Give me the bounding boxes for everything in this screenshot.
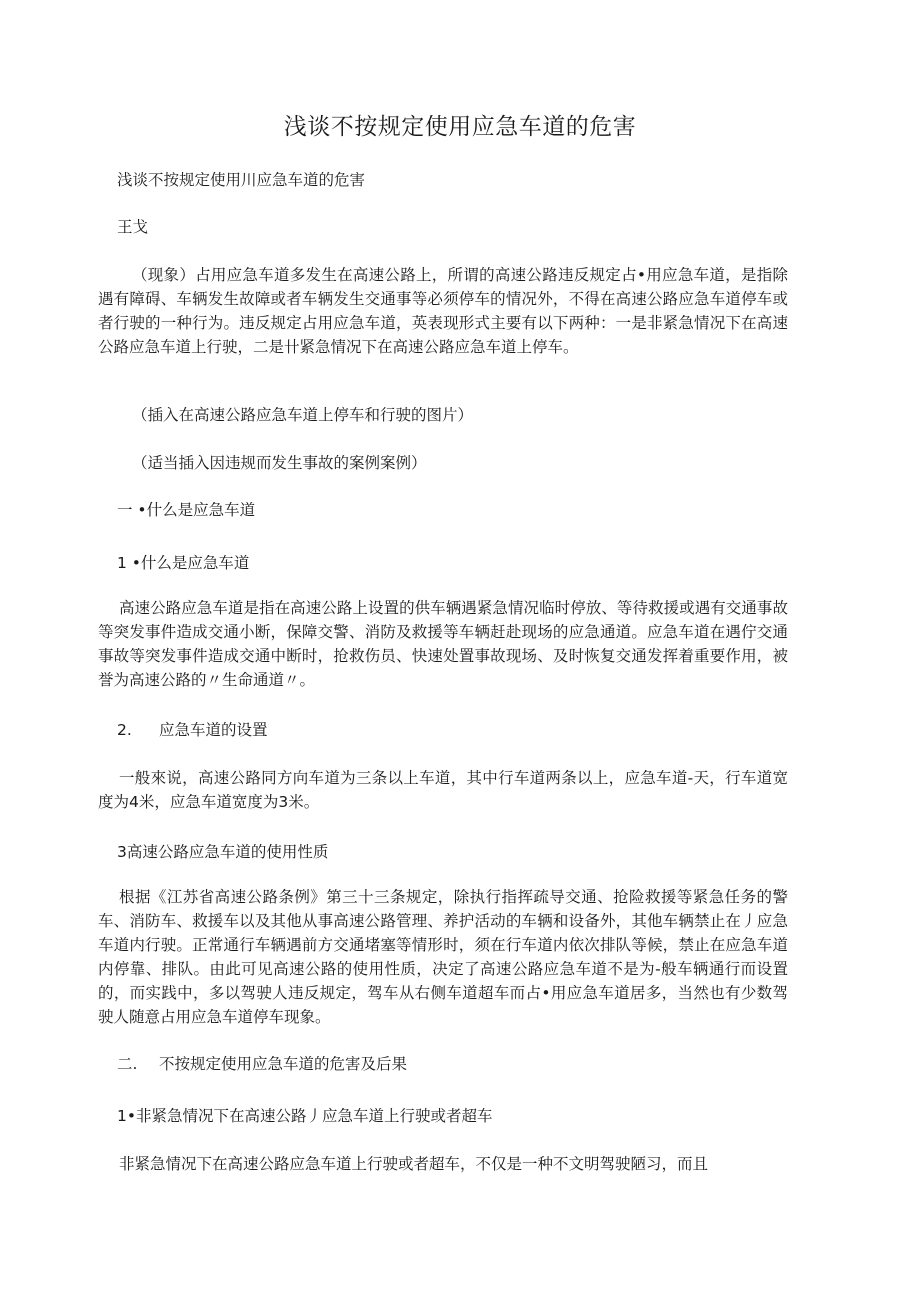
item-1-2-heading (117, 718, 268, 742)
item-1-2-paragraph: 一般來说，高速公路同方向车道为三条以上车道，其中行车道两条以上，应急车道-天，行车道宽度为4米，应急车道宽度为3米。 (98, 769, 788, 811)
item-1-3-heading: 3高速公路应急车道的使用性质 (117, 843, 329, 861)
item-1-2-label: 应急车道的设置 (159, 721, 268, 739)
intro-paragraph: （现象）占用应急车道多发生在高速公路上，所谓的高速公路违反规定占•用应急车道，是指除遇有障碍、车辆发生故障或者车辆发生交通事等必须停车的情况外，不得在高速公路应急车道停车或者行驶的一种行为。违反规定占用应急车道，英表现形式主要有以下两种：一是非紧急情况下在高速公路应急车道上行驶，二是卄紧急情况下在高速公路应急车道上停车。 (98, 266, 788, 356)
document-title: 浅谈不按规定使用应急车道的危害 (283, 114, 637, 140)
item-2-1-heading: 1•非紧急情况下在高速公路丿应急车道上行驶或者超车 (117, 1107, 493, 1125)
item-1-3-paragraph: 根据《江苏省高速公路条例》第三十三条规定，除执行指挥疏导交通、抢险救援等紧急任务的警车、消防车、救援车以及其他从事高速公路管理、养护活动的车辆和设备外，其他车辆禁止在丿应急车道内行驶。正常通行车辆遇前方交通堵塞等情形时，须在行车道内依次排队等候，禁止在应急车道内停靠、排队。由此可见高速公路的使用性质，决定了高速公路应急车道不是为-般车辆通行而设置的，而实践中，多以驾驶人违反规定，驾车从右侧车道超车而占•用应急车道居多，当然也有少数驾驶人随意占用应急车道停车现象。 (98, 888, 788, 1026)
item-1-2-number: 2. (117, 721, 132, 739)
item-1-1-heading: 1 •什么是应急车道 (117, 554, 250, 572)
document-subtitle: 浅谈不按规定使用川应急车道的危害 (117, 171, 366, 189)
item-1-1-paragraph: 高速公路应急车道是指在高速公路上设置的供车辆遇紧急情况临时停放、等待救援或遇有交通事故等突发事件造成交通小断，保障交警、消防及救援等车辆赶赴现场的应急通道。应急车道在遇佇交通事故等突发事件造成交通中断时，抢救伤员、快速处置事故现场、及时恢复交通发挥着重要作用，被誉为高速公路的〃生命通道〃。 (98, 599, 788, 689)
section-2-number: 二. (117, 1055, 138, 1073)
section-2-heading (117, 1052, 407, 1076)
note-insert-pictures: （插入在高速公路应急车道上停车和行驶的图片） (132, 406, 474, 424)
section-1-heading: 一 •什么是应急车道 (117, 501, 256, 519)
note-insert-cases: （适当插入因违规而发生事故的案例案例） (132, 454, 427, 472)
item-2-1-paragraph: 非紧急情况下在高速公路应急车道上行驶或者超车，不仅是一种不文明驾驶陋习，而且 (119, 1155, 709, 1173)
author-name: 王戈 (117, 218, 149, 236)
section-2-label: 不按规定使用应急车道的危害及后果 (159, 1055, 408, 1073)
